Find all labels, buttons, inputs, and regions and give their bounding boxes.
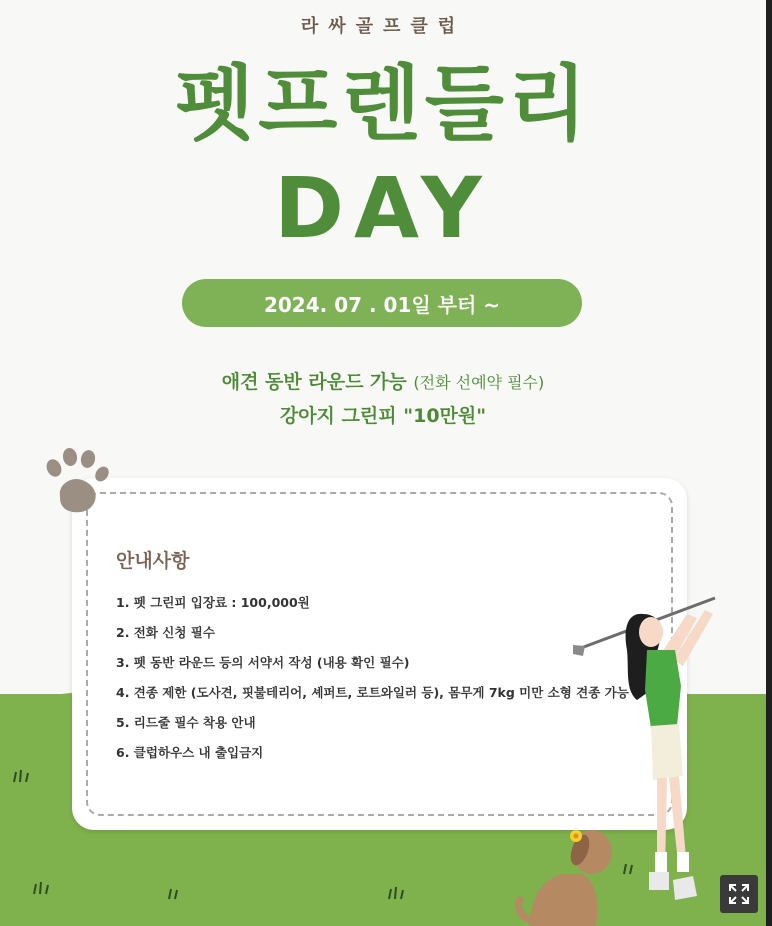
list-item: 2. 전화 신청 필수	[116, 625, 215, 640]
expand-icon	[728, 883, 750, 905]
info-line-2: 강아지 그린피 "10만원"	[279, 405, 487, 427]
notice-list	[116, 588, 629, 768]
paw-icon	[40, 446, 116, 518]
grass-tuft	[165, 885, 185, 901]
grass-tuft	[385, 885, 415, 901]
poster-title-day: DAY	[274, 159, 492, 257]
list-item: 5. 리드줄 필수 착용 안내	[116, 715, 256, 730]
notice-title: 안내사항	[116, 550, 190, 572]
list-item: 3. 펫 동반 라운드 등의 서약서 작성 (내용 확인 필수)	[116, 655, 410, 670]
dog-illustration	[510, 820, 620, 926]
list-item: 1. 펫 그린피 입장료 : 100,000원	[116, 595, 310, 610]
club-name: 라싸골프클럽	[300, 16, 466, 37]
list-item: 4. 견종 제한 (도사견, 핏불테리어, 셰퍼트, 로트와일러 등), 몸무게 7kg 미만 소형 견종 가능	[116, 685, 629, 700]
window-edge	[766, 0, 772, 926]
grass-tuft	[30, 880, 60, 896]
info-line-1-main: 애견 동반 라운드 가능	[221, 371, 407, 393]
list-item: 6. 클럽하우스 내 출입금지	[116, 745, 264, 760]
info-line-1-note: (전화 선예약 필수)	[413, 373, 545, 392]
info-line-1	[0, 367, 766, 394]
poster-title: 펫프렌들리	[174, 57, 592, 152]
date-badge	[182, 279, 582, 327]
date-badge-label: 2024. 07 . 01일 부터 ~	[263, 292, 501, 317]
expand-button[interactable]	[720, 875, 758, 913]
grass-tuft	[10, 768, 40, 784]
